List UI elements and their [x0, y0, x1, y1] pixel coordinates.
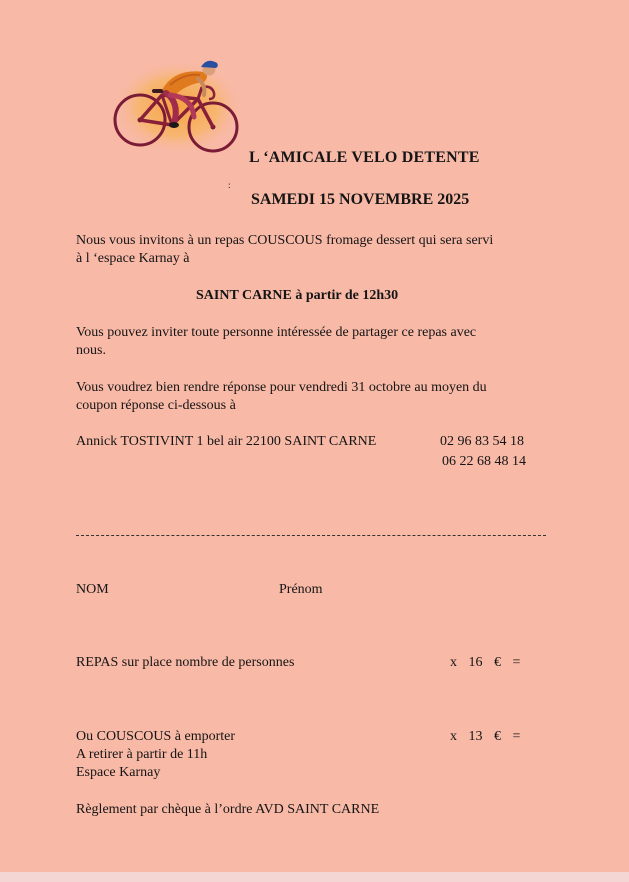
contact-phone-2: 06 22 68 48 14 — [442, 454, 526, 469]
scan-edge — [0, 872, 629, 882]
club-title: L ‘AMICALE VELO DETENTE — [249, 149, 480, 166]
event-date: SAMEDI 15 NOVEMBRE 2025 — [251, 191, 470, 208]
guests-line-1: Vous pouvez inviter toute personne intéressée de partager ce repas avec — [76, 325, 477, 340]
coupon-cut-line — [76, 535, 546, 536]
reply-line-2: coupon réponse ci-dessous à — [76, 398, 236, 413]
reglement-note: Règlement par chèque à l’ordre AVD SAINT CARNE — [76, 802, 380, 817]
prenom-label: Prénom — [279, 582, 323, 597]
event-place-time: SAINT CARNE à partir de 12h30 — [196, 288, 399, 303]
contact-phone-1: 02 96 83 54 18 — [440, 434, 524, 449]
cyclist-logo-icon — [110, 55, 250, 160]
repas-sur-place-label: REPAS sur place nombre de personnes — [76, 655, 295, 670]
guests-line-2: nous. — [76, 343, 106, 358]
emporter-price: x 13 € = — [450, 729, 521, 744]
retrait-line-1: A retirer à partir de 11h — [76, 747, 208, 762]
stray-mark: : — [228, 180, 231, 190]
retrait-line-2: Espace Karnay — [76, 765, 161, 780]
reply-line-1: Vous voudrez bien rendre réponse pour vendredi 31 octobre au moyen du — [76, 380, 487, 395]
emporter-label: Ou COUSCOUS à emporter — [76, 729, 236, 744]
invitation-line-2: à l ‘espace Karnay à — [76, 251, 190, 266]
contact-address: Annick TOSTIVINT 1 bel air 22100 SAINT CARNE — [76, 434, 377, 449]
nom-label: NOM — [76, 582, 109, 597]
invitation-line-1: Nous vous invitons à un repas COUSCOUS fromage dessert qui sera servi — [76, 233, 494, 248]
repas-sur-place-price: x 16 € = — [450, 655, 521, 670]
